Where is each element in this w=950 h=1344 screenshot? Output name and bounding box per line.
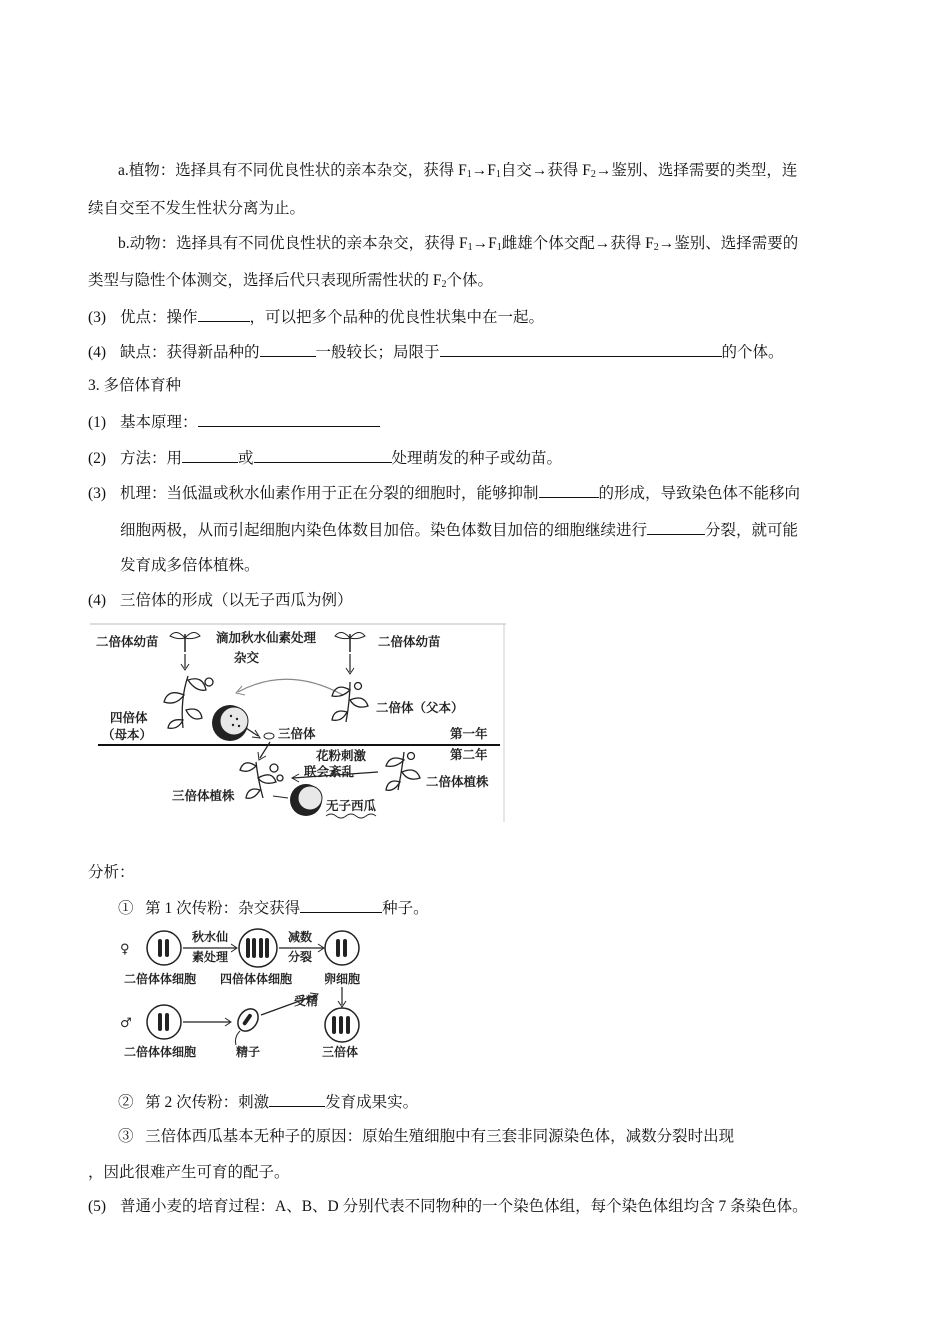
- answer-blank[interactable]: [269, 1090, 325, 1107]
- tetraploid-cell-icon: [239, 929, 277, 967]
- seedling-icon: [170, 632, 200, 652]
- text: →F: [471, 162, 496, 179]
- text: 雌雄个体交配→获得 F: [501, 235, 654, 252]
- plant-method-line2: 续自交至不发生性状分离为止。: [88, 200, 306, 217]
- fig-label: 三倍体: [278, 726, 316, 741]
- diploid-cell-icon: [147, 931, 181, 965]
- text: 一般较长；局限于: [315, 344, 440, 361]
- answer-blank[interactable]: [260, 340, 316, 357]
- text: 类型与隐性个体测交，选择后代只表现所需性状的 F: [88, 272, 442, 289]
- text: 缺点：获得新品种的: [120, 344, 260, 361]
- text: 普通小麦的培育过程：A、B、D 分别代表不同物种的一个染色体组，每个染色体组均含 7 条染色体。: [120, 1198, 808, 1215]
- text: 三倍体的形成（以无子西瓜为例）: [120, 592, 353, 609]
- fig-label: 二倍体幼苗: [378, 634, 441, 649]
- answer-blank[interactable]: [198, 410, 380, 427]
- female-symbol: ♀: [120, 942, 130, 957]
- cell-label: 受精: [294, 994, 319, 1008]
- fig-label: 第一年: [450, 726, 488, 741]
- cell-label: 三倍体: [322, 1045, 359, 1059]
- advantages-item: [88, 305, 544, 329]
- text: 自交→获得 F: [500, 162, 591, 179]
- text: 处理萌发的种子或幼苗。: [391, 450, 563, 467]
- fig-label: 二倍体植株: [426, 774, 489, 789]
- subscript: 1: [496, 242, 502, 253]
- text: 的个体。: [721, 344, 784, 361]
- cross-arrow: [238, 679, 343, 695]
- item-number: (5): [88, 1198, 107, 1215]
- text: 细胞两极，从而引起细胞内染色体数目加倍。染色体数目加倍的细胞继续进行: [120, 522, 648, 539]
- seedless-watermelon-diagram: [88, 620, 508, 825]
- answer-blank[interactable]: [254, 446, 392, 463]
- mechanism-item-line1: [88, 481, 800, 505]
- text: b.动物：选择具有不同优良性状的亲本杂交，获得 F: [118, 235, 468, 252]
- tetraploid-plant-icon: [164, 676, 213, 728]
- cell-label: 减数: [288, 930, 313, 944]
- subscript: 2: [653, 242, 659, 253]
- wheat-item: [88, 1196, 808, 1218]
- text: →F: [472, 235, 497, 252]
- fig-label: 杂交: [234, 650, 260, 665]
- triploid-plant-icon: [240, 762, 283, 798]
- text: 方法：用: [120, 450, 183, 467]
- analysis-point-1: [118, 896, 429, 920]
- answer-blank[interactable]: [440, 340, 722, 357]
- text: 发育成果实。: [325, 1094, 419, 1111]
- seed-icon: [264, 733, 274, 739]
- circled-number: ②: [118, 1094, 134, 1111]
- text: 或: [238, 450, 254, 467]
- analysis-point-3-line1: [118, 1126, 734, 1148]
- fig-label: （母本）: [102, 727, 153, 742]
- fig-label: 花粉刺激: [316, 748, 367, 763]
- analysis-point-3-line2: ，因此很难产生可育的配子。: [88, 1164, 290, 1181]
- text: 个体。: [446, 272, 494, 289]
- fig-label: 联会紊乱: [304, 764, 355, 779]
- text: 种子。: [382, 900, 429, 917]
- text: 第 2 次传粉：刺激: [145, 1094, 270, 1111]
- fig-label: 二倍体幼苗: [96, 634, 159, 649]
- circled-number: ①: [118, 900, 134, 917]
- text: →鉴别、选择需要的: [658, 235, 799, 252]
- diploid-cell-icon: [147, 1005, 181, 1039]
- subscript: 2: [590, 169, 596, 180]
- diploid-plant-icon: [386, 752, 420, 790]
- text: 分裂，就可能: [705, 522, 799, 539]
- method-item: [88, 446, 562, 470]
- fig-label: 第二年: [450, 747, 488, 762]
- cell-label: 素处理: [192, 950, 229, 964]
- wavy-underline: [326, 814, 376, 818]
- text: 三倍体西瓜基本无种子的原因：原始生殖细胞中有三套非同源染色体，减数分裂时出现: [145, 1128, 735, 1145]
- item-number: (1): [88, 414, 107, 431]
- egg-cell-icon: [325, 931, 359, 965]
- cell-label: 二倍体体细胞: [124, 972, 197, 986]
- text: a.植物：选择具有不同优良性状的亲本杂交，获得 F: [118, 162, 467, 179]
- text: ，可以把多个品种的优良性状集中在一起。: [249, 309, 545, 326]
- triploid-item: [88, 590, 353, 612]
- principle-item: [88, 410, 380, 434]
- answer-blank[interactable]: [300, 896, 382, 913]
- diploid-father-plant-icon: [332, 682, 368, 722]
- triploid-cell-icon: [325, 1008, 359, 1042]
- mechanism-item-line2: [120, 518, 798, 542]
- answer-blank[interactable]: [182, 446, 238, 463]
- item-number: (4): [88, 344, 107, 361]
- animal-method-line2: [88, 270, 493, 296]
- item-number: (3): [88, 485, 107, 502]
- text: 优点：操作: [120, 309, 198, 326]
- answer-blank[interactable]: [198, 305, 250, 322]
- subscript: 1: [495, 169, 501, 180]
- watermelon-icon: [212, 705, 248, 741]
- cell-label: 二倍体体细胞: [124, 1045, 197, 1059]
- disadvantages-item: [88, 340, 784, 364]
- circled-number: ③: [118, 1128, 134, 1145]
- animal-method-line1: [118, 233, 798, 259]
- item-number: (2): [88, 450, 107, 467]
- answer-blank[interactable]: [647, 518, 705, 535]
- text: 的形成，导致染色体不能移向: [598, 485, 801, 502]
- fig-label: 无子西瓜: [326, 798, 377, 813]
- answer-blank[interactable]: [539, 481, 599, 498]
- seedless-watermelon-icon: [290, 784, 322, 816]
- section-heading: 3. 多倍体育种: [88, 377, 182, 394]
- text: 基本原理：: [120, 414, 198, 431]
- item-number: (4): [88, 592, 107, 609]
- cell-label: 秋水仙: [192, 930, 229, 944]
- text: 机理：当低温或秋水仙素作用于正在分裂的细胞时，能够抑制: [120, 485, 539, 502]
- fig-label: 四倍体: [110, 710, 148, 725]
- text: →鉴别、选择需要的类型，连: [595, 162, 798, 179]
- item-number: (3): [88, 309, 107, 326]
- seedling-icon: [335, 632, 365, 652]
- cell-label: 精子: [236, 1045, 261, 1059]
- analysis-heading: 分析：: [88, 864, 135, 881]
- text: 第 1 次传粉：杂交获得: [145, 900, 301, 917]
- subscript: 2: [441, 279, 447, 290]
- triploid-cell-diagram: [118, 925, 373, 1060]
- subscript: 1: [467, 242, 473, 253]
- cell-label: 分裂: [288, 950, 313, 964]
- sperm-icon: [234, 1005, 263, 1045]
- plant-method-line1: [118, 160, 797, 186]
- fig-label: 三倍体植株: [172, 788, 235, 803]
- fig-label: 二倍体（父本）: [376, 700, 464, 715]
- subscript: 1: [466, 169, 472, 180]
- cell-label: 四倍体体细胞: [220, 972, 293, 986]
- mechanism-item-line3: 发育成多倍体植株。: [120, 557, 260, 574]
- fig-label: 滴加秋水仙素处理: [216, 630, 317, 645]
- male-symbol: ♂: [120, 1016, 132, 1031]
- analysis-point-2: [118, 1090, 418, 1114]
- cell-label: 卵细胞: [324, 972, 361, 986]
